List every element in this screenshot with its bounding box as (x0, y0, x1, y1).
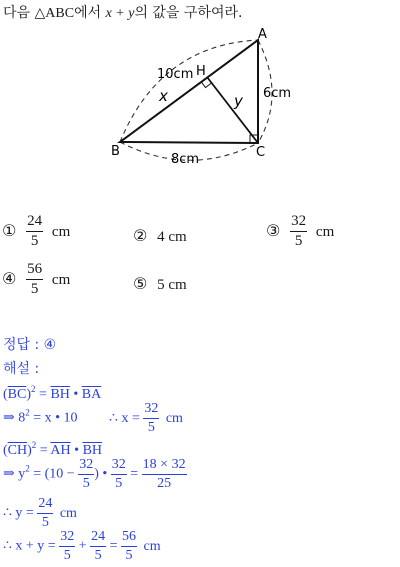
question-title-mid: 에서 (74, 5, 106, 21)
triangle-figure (0, 22, 400, 197)
vertex-b: B (111, 144, 120, 159)
answer-label: 정답 : ④ (3, 337, 57, 353)
explain-label: 해설 : (3, 361, 40, 377)
solution-line-4: ⇒ $y^2 = (10$ − $\frac{32}{5}$ ) • $\frac{32}{5}$ = $\frac{18 \times 32}{25}$ (3, 457, 186, 491)
solution-line-1: $(\overline{BC})^2 = \overline{BH}$ • $\overline{BA}$ (3, 384, 102, 402)
choice-1[interactable]: ① $\frac{24}{5}$ cm (2, 213, 71, 249)
question-title (3, 2, 242, 22)
triangle-name: △ABC (34, 6, 75, 21)
vertex-a: A (258, 27, 267, 42)
label-bc: 8cm (171, 152, 200, 167)
foot-h: H (196, 64, 206, 79)
vertex-c: C (256, 145, 266, 160)
label-ba: 10cm (157, 67, 194, 82)
right-angle-h (201, 82, 212, 88)
label-ac: 6cm (263, 86, 292, 101)
question-title-post: 의 값을 구하여라. (134, 5, 243, 21)
question-title-pre: 다음 (3, 5, 35, 21)
solution-line-6: ∴ x + y = $\frac{32}{5}$ + $\frac{24}{5}$ = $\frac{56}{5}$ cm (3, 529, 161, 563)
choice-2[interactable]: ② 4 cm (133, 226, 187, 245)
label-x: x (159, 87, 168, 105)
question-expr: x + y (105, 6, 135, 21)
solution-line-5: ∴ y = $\frac{24}{5}$ cm (3, 496, 77, 530)
choice-3[interactable]: ③ $\frac{32}{5}$ cm (266, 213, 335, 249)
label-y: y (234, 92, 243, 110)
altitude-ch (207, 77, 258, 143)
solution-line-3: $(\overline{CH})^2 = \overline{AH}$ • $\overline{BH}$ (3, 440, 103, 458)
solution-line-2: ⇒ $8^2 = x$ • 10 ∴ x = $\frac{32}{5}$ cm (3, 401, 183, 435)
choice-5[interactable]: ⑤ 5 cm (133, 274, 187, 293)
choice-4[interactable]: ④ $\frac{56}{5}$ cm (2, 261, 71, 297)
